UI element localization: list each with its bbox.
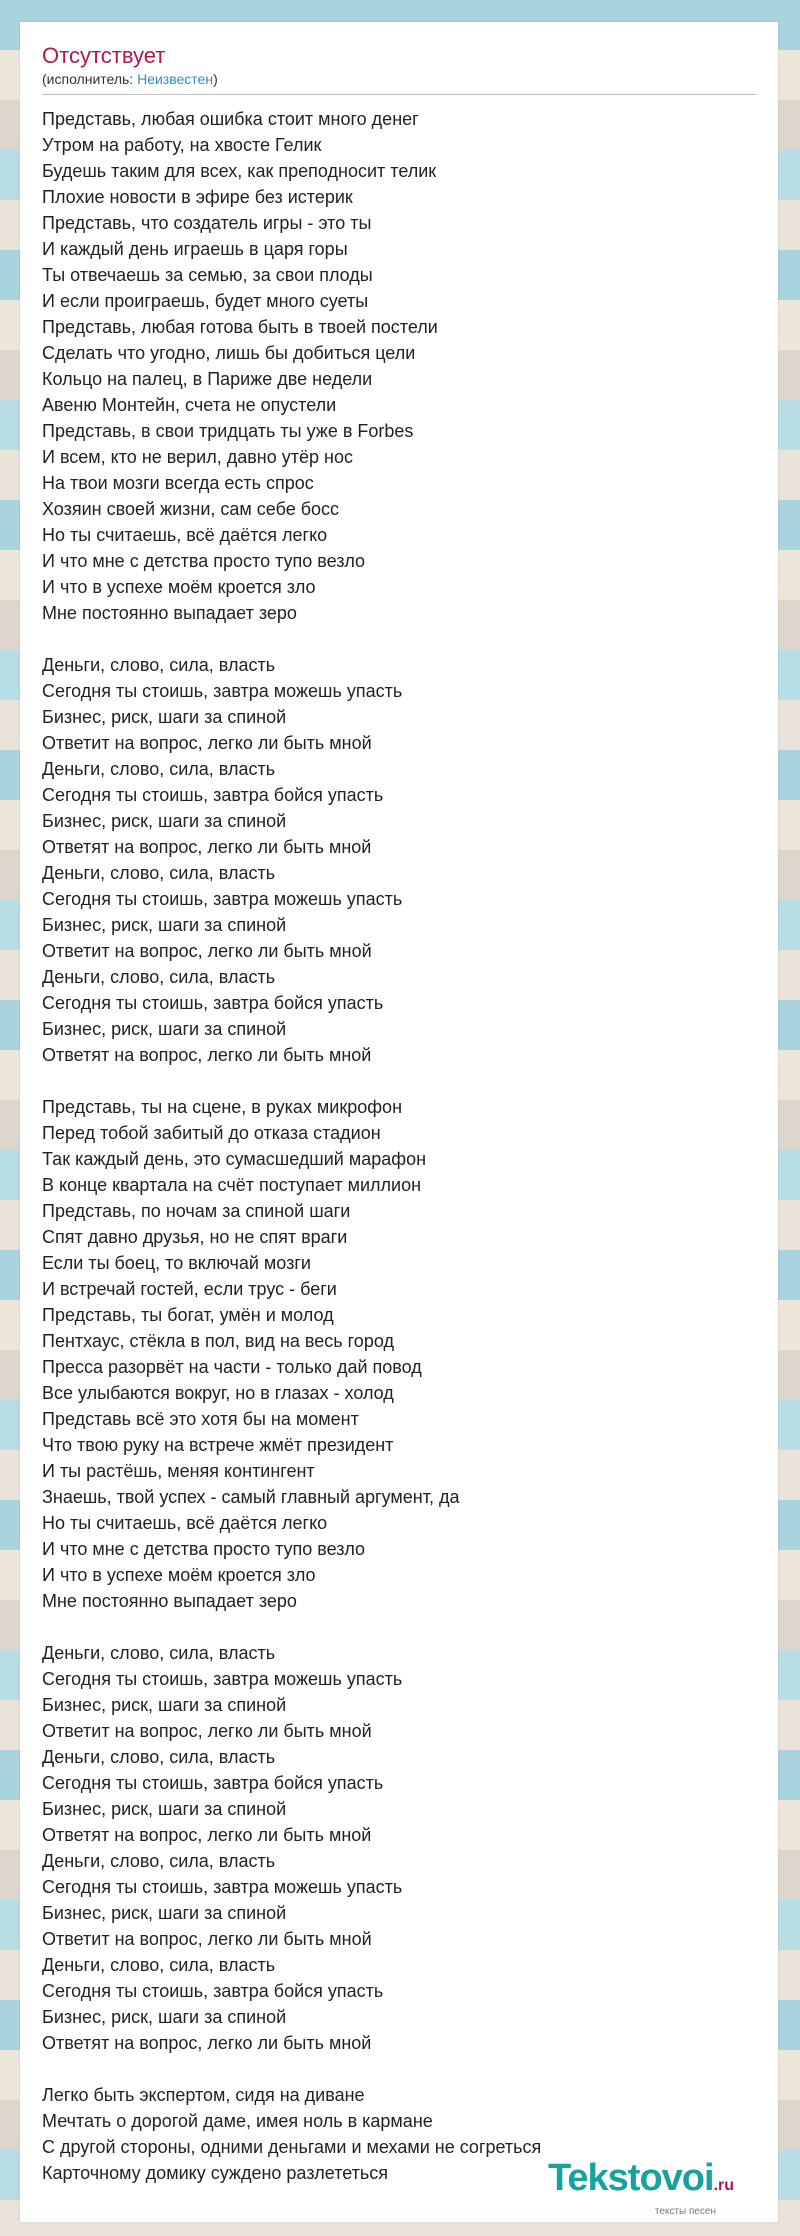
lyric-line: Сделать что угодно, лишь бы добиться цели: [42, 343, 416, 363]
lyric-line: Бизнес, риск, шаги за спиной: [42, 1695, 287, 1715]
lyric-line: Деньги, слово, сила, власть: [42, 1643, 276, 1663]
song-header: [42, 42, 756, 95]
logo-suffix: .ru: [713, 2177, 735, 2194]
lyric-line: Представь, ты на сцене, в руках микрофон: [42, 1097, 403, 1117]
lyric-line: Деньги, слово, сила, власть: [42, 967, 276, 987]
lyric-line: В конце квартала на счёт поступает миллион: [42, 1175, 422, 1195]
lyric-line: И что мне с детства просто тупо везло: [42, 551, 366, 571]
lyric-line: Пресса разорвёт на части - только дай повод: [42, 1357, 422, 1377]
lyric-line: Ответят на вопрос, легко ли быть мной: [42, 1045, 372, 1065]
lyric-line: Кольцо на палец, в Париже две недели: [42, 369, 373, 389]
lyric-line: И ты растёшь, меняя контингент: [42, 1461, 315, 1481]
song-title: Отсутствует: [42, 43, 166, 68]
lyric-line: Перед тобой забитый до отказа стадион: [42, 1123, 381, 1143]
lyric-line: Ответит на вопрос, легко ли быть мной: [42, 941, 372, 961]
lyric-line: Легко быть экспертом, сидя на диване: [42, 2085, 365, 2105]
lyric-line: Деньги, слово, сила, власть: [42, 1955, 276, 1975]
stanza-gap: [42, 1068, 756, 1094]
lyric-line: Что твою руку на встрече жмёт президент: [42, 1435, 394, 1455]
lyric-line: Утром на работу, на хвосте Гелик: [42, 135, 322, 155]
lyric-line: Мне постоянно выпадает зеро: [42, 603, 297, 623]
lyric-line: Ответят на вопрос, легко ли быть мной: [42, 2033, 372, 2053]
logo-name: Tekstovoi: [548, 2157, 714, 2199]
lyric-line: Представь, в свои тридцать ты уже в Forbes: [42, 421, 414, 441]
lyric-line: Если ты боец, то включай мозги: [42, 1253, 311, 1273]
lyric-line: На твои мозги всегда есть спрос: [42, 473, 314, 493]
lyric-line: Бизнес, риск, шаги за спиной: [42, 915, 287, 935]
lyric-line: Деньги, слово, сила, власть: [42, 1851, 276, 1871]
lyric-line: Сегодня ты стоишь, завтра можешь упасть: [42, 1877, 403, 1897]
lyric-line: Деньги, слово, сила, власть: [42, 655, 276, 675]
site-logo[interactable]: [548, 2158, 748, 2222]
lyric-line: Представь, любая ошибка стоит много денег: [42, 109, 419, 129]
lyric-line: Представь, по ночам за спиной шаги: [42, 1201, 351, 1221]
lyric-line: Представь, любая готова быть в твоей постели: [42, 317, 438, 337]
lyric-line: Представь, что создатель игры - это ты: [42, 213, 372, 233]
logo-wordmark: [548, 2158, 748, 2206]
lyric-line: И что в успехе моём кроется зло: [42, 1565, 316, 1585]
lyric-line: Деньги, слово, сила, власть: [42, 759, 276, 779]
lyric-line: Деньги, слово, сила, власть: [42, 863, 276, 883]
lyric-line: И всем, кто не верил, давно утёр нос: [42, 447, 353, 467]
lyric-line: Ответит на вопрос, легко ли быть мной: [42, 1929, 372, 1949]
lyric-line: Бизнес, риск, шаги за спиной: [42, 1799, 287, 1819]
artist-prefix: (исполнитель:: [42, 71, 138, 87]
lyric-line: Плохие новости в эфире без истерик: [42, 187, 353, 207]
lyric-line: Но ты считаешь, всё даётся легко: [42, 1513, 328, 1533]
lyric-line: Бизнес, риск, шаги за спиной: [42, 1019, 287, 1039]
lyric-line: Карточному домику суждено разлететься: [42, 2163, 389, 2183]
lyric-line: И каждый день играешь в царя горы: [42, 239, 348, 259]
artist-line: [42, 70, 756, 88]
artist-suffix: ): [213, 71, 218, 87]
lyric-line: Сегодня ты стоишь, завтра можешь упасть: [42, 889, 403, 909]
lyric-line: Сегодня ты стоишь, завтра бойся упасть: [42, 785, 384, 805]
lyric-line: Авеню Монтейн, счета не опустели: [42, 395, 337, 415]
lyric-line: Деньги, слово, сила, власть: [42, 1747, 276, 1767]
lyric-line: Спят давно друзья, но не спят враги: [42, 1227, 348, 1247]
lyric-line: Сегодня ты стоишь, завтра можешь упасть: [42, 681, 403, 701]
lyric-line: Все улыбаются вокруг, но в глазах - холод: [42, 1383, 394, 1403]
logo-tagline: тексты песен: [654, 2206, 716, 2217]
lyric-line: Хозяин своей жизни, сам себе босс: [42, 499, 340, 519]
lyric-line: Бизнес, риск, шаги за спиной: [42, 1903, 287, 1923]
lyrics-card: [20, 22, 778, 2222]
lyric-line: Бизнес, риск, шаги за спиной: [42, 2007, 287, 2027]
artist-link[interactable]: Неизвестен: [137, 71, 214, 87]
lyric-line: Знаешь, твой успех - самый главный аргумент, да: [42, 1487, 460, 1507]
lyric-line: Ответит на вопрос, легко ли быть мной: [42, 1721, 372, 1741]
lyric-line: И что в успехе моём кроется зло: [42, 577, 316, 597]
lyric-line: Но ты считаешь, всё даётся легко: [42, 525, 328, 545]
lyric-line: Так каждый день, это сумасшедший марафон: [42, 1149, 427, 1169]
lyric-line: Ты отвечаешь за семью, за свои плоды: [42, 265, 373, 285]
lyric-line: Ответят на вопрос, легко ли быть мной: [42, 1825, 372, 1845]
lyric-line: Мечтать о дорогой даме, имея ноль в кармане: [42, 2111, 433, 2131]
lyric-line: Сегодня ты стоишь, завтра можешь упасть: [42, 1669, 403, 1689]
header-divider: [42, 94, 756, 95]
lyric-line: Сегодня ты стоишь, завтра бойся упасть: [42, 993, 384, 1013]
lyric-line: Пентхаус, стёкла в пол, вид на весь город: [42, 1331, 394, 1351]
lyric-line: Ответят на вопрос, легко ли быть мной: [42, 837, 372, 857]
lyric-line: Ответит на вопрос, легко ли быть мной: [42, 733, 372, 753]
lyric-line: И что мне с детства просто тупо везло: [42, 1539, 366, 1559]
lyric-line: Сегодня ты стоишь, завтра бойся упасть: [42, 1773, 384, 1793]
lyrics-body: [42, 106, 756, 2186]
lyric-line: Сегодня ты стоишь, завтра бойся упасть: [42, 1981, 384, 2001]
lyric-line: Бизнес, риск, шаги за спиной: [42, 707, 287, 727]
stanza-gap: [42, 626, 756, 652]
lyric-line: Бизнес, риск, шаги за спиной: [42, 811, 287, 831]
lyric-line: Мне постоянно выпадает зеро: [42, 1591, 297, 1611]
lyric-line: И встречай гостей, если трус - беги: [42, 1279, 337, 1299]
lyric-line: И если проиграешь, будет много суеты: [42, 291, 369, 311]
lyric-line: С другой стороны, одними деньгами и мехами не согреться: [42, 2137, 542, 2157]
stanza-gap: [42, 2056, 756, 2082]
lyric-line: Представь, ты богат, умён и молод: [42, 1305, 334, 1325]
stanza-gap: [42, 1614, 756, 1640]
lyric-line: Будешь таким для всех, как преподносит телик: [42, 161, 437, 181]
lyric-line: Представь всё это хотя бы на момент: [42, 1409, 359, 1429]
